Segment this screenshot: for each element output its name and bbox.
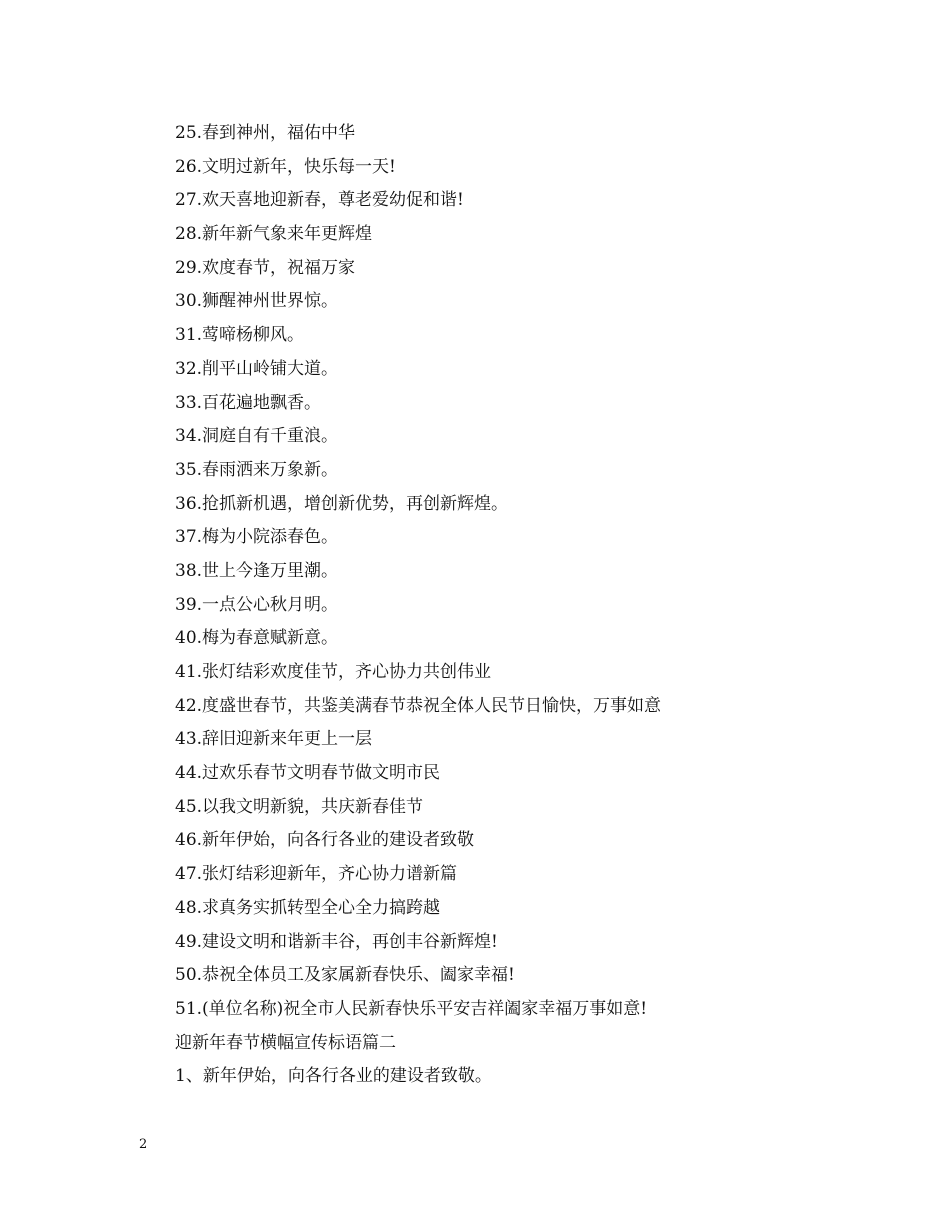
slogan-line: 49.建设文明和谐新丰谷，再创丰谷新辉煌! [175, 931, 498, 952]
slogan-line: 41.张灯结彩欢度佳节，齐心协力共创伟业 [175, 662, 492, 682]
slogan-line: 47.张灯结彩迎新年，齐心协力谱新篇 [175, 864, 458, 885]
slogan-line: 35.春雨洒来万象新。 [175, 459, 339, 480]
slogan-line: 45.以我文明新貌，共庆新春佳节 [175, 796, 424, 817]
page-number: 2 [139, 1137, 148, 1152]
slogan-line: 48.求真务实抓转型全心全力搞跨越 [175, 897, 441, 918]
slogan-line: 27.欢天喜地迎新春，尊老爱幼促和谐! [175, 190, 464, 211]
slogan-line: 25.春到神州，福佑中华 [175, 123, 356, 143]
slogan-line: 31.莺啼杨柳风。 [175, 325, 305, 346]
slogan-line: 33.百花遍地飘香。 [175, 392, 322, 413]
section-heading: 迎新年春节横幅宣传标语篇二 [175, 1032, 396, 1053]
slogan-line: 30.狮醒神州世界惊。 [175, 291, 339, 312]
slogan-line: 34.洞庭自有千重浪。 [175, 426, 339, 447]
slogan-line: 43.辞旧迎新来年更上一层 [175, 729, 373, 750]
slogan-line: 51.(单位名称)祝全市人民新春快乐平安吉祥阖家幸福万事如意! [175, 998, 648, 1019]
slogan-line: 39.一点公心秋月明。 [175, 594, 339, 615]
slogan-line: 42.度盛世春节，共鉴美满春节恭祝全体人民节日愉快，万事如意 [175, 695, 662, 716]
slogan-line: 44.过欢乐春节文明春节做文明市民 [175, 763, 441, 784]
slogan-list [175, 117, 875, 1094]
slogan-line: 36.抢抓新机遇，增创新优势，再创新辉煌。 [175, 493, 509, 514]
slogan-line: 37.梅为小院添春色。 [175, 527, 339, 548]
slogan-line: 29.欢度春节，祝福万家 [175, 257, 356, 278]
slogan-line: 40.梅为春意赋新意。 [175, 628, 339, 649]
slogan-line: 26.文明过新年，快乐每一天! [175, 156, 396, 177]
slogan-line: 46.新年伊始，向各行各业的建设者致敬 [175, 830, 475, 851]
slogan-line: 32.削平山岭铺大道。 [175, 358, 339, 379]
slogan-line: 50.恭祝全体员工及家属新春快乐、阖家幸福! [175, 965, 515, 986]
slogan-line: 1、新年伊始，向各行各业的建设者致敬。 [175, 1066, 492, 1087]
slogan-line: 28.新年新气象来年更辉煌 [175, 224, 373, 245]
slogan-line: 38.世上今逢万里潮。 [175, 560, 339, 581]
